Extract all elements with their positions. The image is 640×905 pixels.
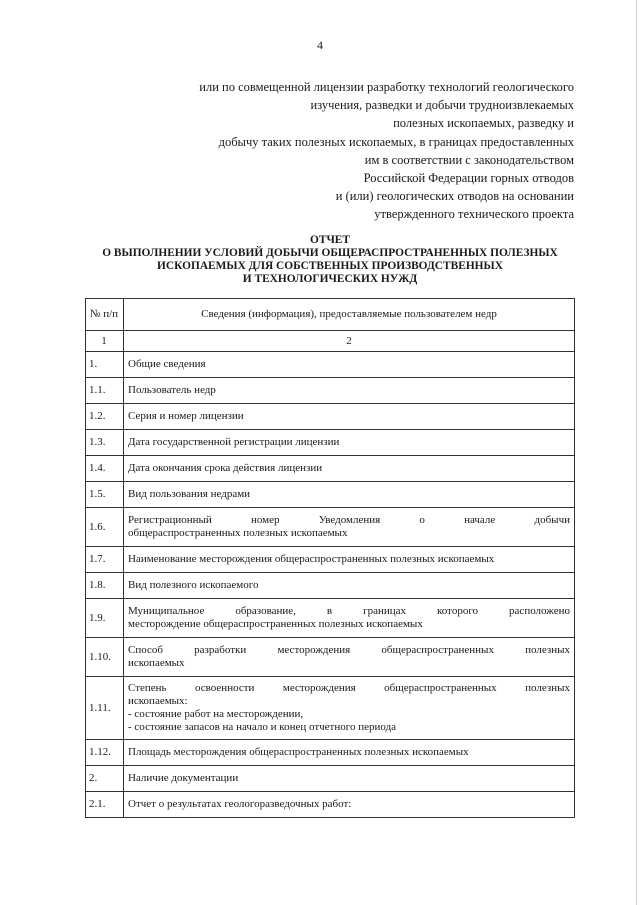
row-text-cell: Вид пользования недрами <box>124 482 575 508</box>
table-row <box>86 508 575 547</box>
preamble-line: полезных ископаемых, разведку и <box>393 116 574 131</box>
report-heading <box>70 234 590 286</box>
table-row <box>86 740 575 766</box>
row-text-cell <box>124 677 575 740</box>
table-row <box>86 766 575 792</box>
row-text-line: месторождение общераспространенных полезных ископаемых <box>128 618 423 630</box>
page-number: 4 <box>317 38 323 52</box>
row-num-cell: 2.1. <box>86 792 124 818</box>
preamble-line: утвержденного технического проекта <box>374 207 574 222</box>
report-table <box>85 298 575 818</box>
row-num-cell: 1.8. <box>86 573 124 599</box>
table-row <box>86 430 575 456</box>
table-row <box>86 352 575 378</box>
column-number-cell: 2 <box>124 331 575 352</box>
row-text-line: Степень освоенности месторождения общераспространенных полезных <box>128 682 570 694</box>
table-row <box>86 482 575 508</box>
row-text-cell: Дата окончания срока действия лицензии <box>124 456 575 482</box>
preamble <box>74 78 574 224</box>
row-text-cell: Пользователь недр <box>124 378 575 404</box>
row-text-line: ископаемых <box>128 657 185 669</box>
row-num-cell: 1.2. <box>86 404 124 430</box>
row-text-line: общераспространенных полезных ископаемых <box>128 527 348 539</box>
table-row <box>86 378 575 404</box>
row-num-cell: 1.3. <box>86 430 124 456</box>
table-row <box>86 792 575 818</box>
preamble-line: им в соответствии с законодательством <box>364 152 574 167</box>
row-text-cell: Площадь месторождения общераспространенных полезных ископаемых <box>124 740 575 766</box>
row-text-cell <box>124 638 575 677</box>
row-text-cell: Общие сведения <box>124 352 575 378</box>
row-text-line: Регистрационный номер Уведомления о начале добычи <box>128 514 570 526</box>
table-row <box>86 599 575 638</box>
preamble-line: добычу таких полезных ископаемых, в границах предоставленных <box>218 134 574 149</box>
row-num-cell: 1.4. <box>86 456 124 482</box>
row-num-cell: 1.1. <box>86 378 124 404</box>
row-num-cell: 1.6. <box>86 508 124 547</box>
row-num-cell: 1.11. <box>86 677 124 740</box>
row-text-line: - состояние запасов на начало и конец отчетного периода <box>128 721 397 733</box>
table-row <box>86 677 575 740</box>
row-num-cell: 1.7. <box>86 547 124 573</box>
row-num-cell: 1. <box>86 352 124 378</box>
row-text-cell: Наименование месторождения общераспространенных полезных ископаемых <box>124 547 575 573</box>
row-text-line: - состояние работ на месторождении, <box>128 708 304 720</box>
preamble-line: изучения, разведки и добычи трудноизвлекаемых <box>310 98 574 113</box>
row-text-cell <box>124 599 575 638</box>
row-text-line: Муниципальное образование, в границах которого расположено <box>128 605 570 617</box>
row-num-cell: 2. <box>86 766 124 792</box>
row-text-cell: Дата государственной регистрации лицензии <box>124 430 575 456</box>
preamble-line: Российской Федерации горных отводов <box>363 171 574 186</box>
heading-line: И ТЕХНОЛОГИЧЕСКИХ НУЖД <box>242 273 418 285</box>
row-text-cell: Отчет о результатах геологоразведочных работ: <box>124 792 575 818</box>
row-text-cell: Серия и номер лицензии <box>124 404 575 430</box>
scan-edge-line <box>636 0 637 905</box>
row-num-cell: 1.5. <box>86 482 124 508</box>
table-header-row <box>86 299 575 331</box>
heading-line: О ВЫПОЛНЕНИИ УСЛОВИЙ ДОБЫЧИ ОБЩЕРАСПРОСТРАНЕННЫХ ПОЛЕЗНЫХ <box>102 247 558 259</box>
header-info-cell: Сведения (информация), предоставляемые пользователем недр <box>124 299 575 331</box>
table-row <box>86 547 575 573</box>
row-num-cell: 1.12. <box>86 740 124 766</box>
table-row <box>86 404 575 430</box>
heading-title: ОТЧЕТ <box>309 234 350 246</box>
preamble-line: или по совмещенной лицензии разработку технологий геологического <box>199 80 574 94</box>
table-row <box>86 456 575 482</box>
row-text-cell <box>124 508 575 547</box>
row-text-line: Способ разработки месторождения общераспространенных полезных <box>128 644 570 656</box>
row-text-cell: Вид полезного ископаемого <box>124 573 575 599</box>
row-text-line: ископаемых: <box>128 695 188 707</box>
row-num-cell: 1.10. <box>86 638 124 677</box>
row-text-cell: Наличие документации <box>124 766 575 792</box>
header-num-cell: № п/п <box>86 299 124 331</box>
column-numbers-row <box>86 331 575 352</box>
table-row <box>86 573 575 599</box>
column-number-cell: 1 <box>86 331 124 352</box>
table-row <box>86 638 575 677</box>
row-num-cell: 1.9. <box>86 599 124 638</box>
heading-line: ИСКОПАЕМЫХ ДЛЯ СОБСТВЕННЫХ ПРОИЗВОДСТВЕННЫХ <box>157 260 503 272</box>
preamble-line: и (или) геологических отводов на основании <box>335 189 574 204</box>
